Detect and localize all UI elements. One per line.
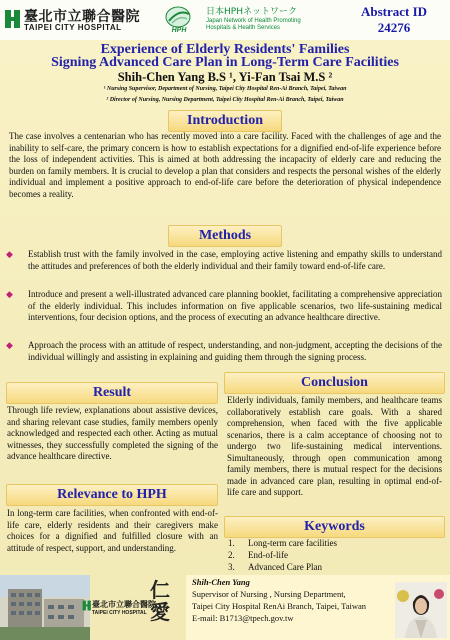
abstract-id-label: Abstract ID — [360, 4, 428, 19]
keyword-item-1 — [228, 538, 337, 549]
header-bar — [0, 0, 450, 40]
abstract-id-number: 24276 — [377, 20, 411, 35]
methods-heading: Methods — [168, 225, 282, 247]
keywords-heading: Keywords — [224, 516, 445, 538]
contact-line2: Taipei City Hospital RenAi Branch, Taipei, Taiwan — [192, 601, 367, 611]
introduction-text: The case involves a centenarian who has recently moved into a care facility. Faced with the challenges of age and the inability to self-care, the primary concern is how to establish expectations for a dignified end-of-life experience before the loss of independent activities. This is aimed at both addressing the incapacity of elderly care and reducing the burden on family members. It is crucial to develop a plan that considers and respects the personal wishes of the elderly individual and implement a positive approach to end-of-life care before the deterioration of physical independence becomes a reality. — [9, 131, 441, 199]
methods-bullet-2 — [6, 289, 442, 337]
methods-bullet-text: Approach the process with an attitude of respect, understanding, and non-judgment, accepting the decisions of the individual willingly and assisting in explaining and guiding them through the signing process. — [28, 340, 442, 362]
hospital-name-cn: 臺北市立聯合醫院 — [24, 9, 140, 25]
relevance-heading: Relevance to HPH — [6, 484, 218, 506]
keyword-number: 3. — [228, 562, 235, 572]
hph-network-en-line1: Japan Network of Health Promoting — [206, 18, 301, 24]
contact-name: Shih-Chen Yang — [192, 577, 250, 587]
authors: Shih-Chen Yang B.S ¹, Yi-Fan Tsai M.S ² — [117, 70, 333, 84]
hospital-building-image — [0, 575, 90, 640]
footer-hospital-name-en: TAIPEI CITY HOSPITAL — [92, 610, 147, 616]
hospital-name-en: TAIPEI CITY HOSPITAL — [24, 23, 122, 32]
contact-email[interactable]: E-mail: B1713@tpech.gov.tw — [192, 613, 294, 623]
abstract-id — [344, 4, 444, 36]
author-portrait-image — [395, 582, 447, 638]
renai-calligraphy-logo: 仁愛 — [150, 578, 170, 624]
methods-bullet-1 — [6, 249, 442, 285]
keyword-number: 1. — [228, 538, 235, 548]
methods-bullet-text: Introduce and present a well-illustrated advanced care planning booklet, facilitating a comprehensive appreciation of the elderly individual. This includes information on five applicable scenarios, two life-sustaining medical interventions, four decision options, and the process of executing an advance healthcare directive. — [28, 289, 442, 322]
hospital-logo-small-icon — [82, 600, 92, 611]
poster-title-line2: Signing Advanced Care Plan in Long-Term Care Facilities — [51, 55, 399, 70]
contact-line1: Supervisor of Nursing , Nursing Department, — [192, 589, 346, 599]
poster-title-line1: Experience of Elderly Residents' Families — [100, 42, 350, 57]
diamond-bullet-icon: ◆ — [6, 289, 13, 299]
keyword-label: Long-term care facilities — [248, 538, 337, 548]
keyword-item-3 — [228, 562, 322, 573]
diamond-bullet-icon: ◆ — [6, 340, 13, 350]
hph-network-jp: 日本HPHネットワーク — [206, 7, 297, 17]
conclusion-heading: Conclusion — [224, 372, 445, 394]
affiliation-1: ¹ Nursing Supervisor, Department of Nursing, Taipei City Hospital Ren-Ai Branch, Taipei, Taiwan — [103, 86, 347, 92]
affiliation-2: ² Director of Nursing, Nursing Department, Taipei City Hospital Ren-Ai Branch, Taipei, Taiwan — [106, 97, 344, 103]
methods-bullet-text: Establish trust with the family involved in the case, employing active listening and empathy skills to understand the attitudes and preferences of both the elderly individual and their family toward end-of-life care. — [28, 249, 442, 271]
hph-network-en-line2: Hospitals & Health Services — [206, 25, 281, 31]
relevance-text: In long-term care facilities, when confronted with end-of-life care, elderly residents and their caregivers make choices for a dignified and fulfilled closure with an attitude of respect, support, and understanding. — [7, 508, 218, 553]
hospital-logo-icon — [4, 9, 22, 29]
result-text: Through life review, explanations about assistive devices, and sharing relevant case studies, family members openly acknowledged and respected each other. Acting as mutual witnesses, they successfully completed the signing of the advance healthcare directive. — [7, 405, 218, 461]
keyword-number: 2. — [228, 550, 235, 560]
hph-network-logo-icon — [165, 5, 195, 33]
keyword-label: End-of-life — [248, 550, 288, 560]
hph-logo-text: HPH — [171, 27, 187, 33]
methods-bullet-3 — [6, 340, 442, 376]
footer-hospital-name-cn: 臺北市立聯合醫院 — [92, 599, 156, 609]
author-photo — [395, 582, 447, 638]
keyword-item-2 — [228, 550, 288, 561]
conclusion-text: Elderly individuals, family members, and healthcare teams collaboratively establish care goals. With a shared comprehension, when faced with the five applicable scenarios, there is a calm acceptance of choosing not to undergo two life-sustaining medical interventions. Simultaneously, through open communication among family members, there is mutual respect for the decisions made in advanced care plan, resulting in optimal end-of-life care and support. — [227, 395, 442, 497]
result-heading: Result — [6, 382, 218, 404]
diamond-bullet-icon: ◆ — [6, 249, 13, 259]
introduction-heading: Introduction — [168, 110, 282, 132]
keyword-label: Advanced Care Plan — [248, 562, 322, 572]
